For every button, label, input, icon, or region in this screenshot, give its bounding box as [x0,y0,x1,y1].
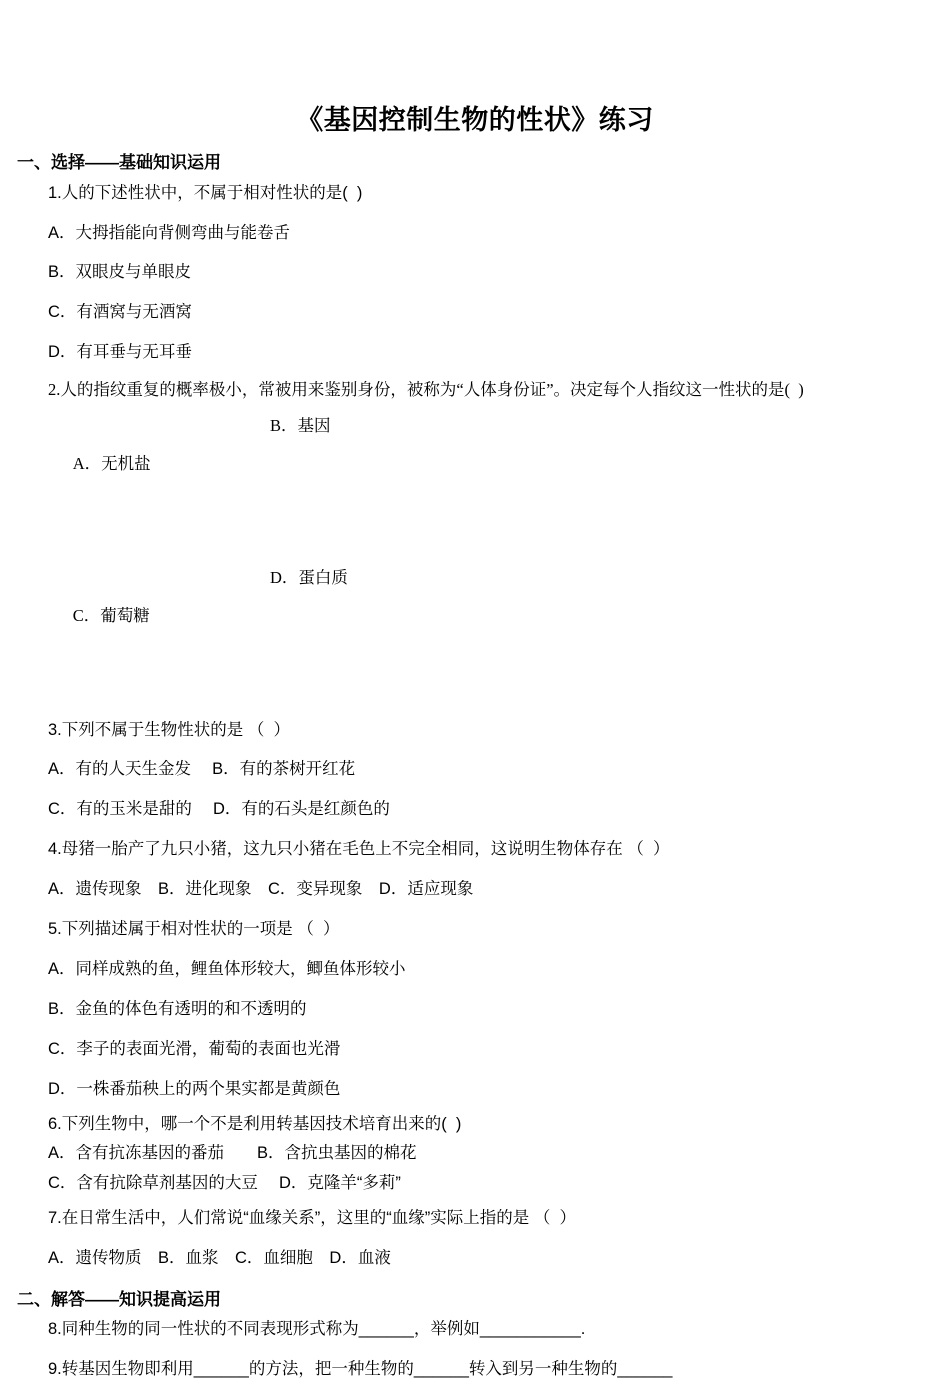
question-5-stem: 5.下列描述属于相对性状的一项是 （ ） [48,920,340,939]
question-2-option-c[interactable]: C．葡萄糖 [72,605,150,625]
question-5-option-a[interactable]: A．同样成熟的鱼，鲤鱼体形较大，鲫鱼体形较小 [48,960,406,979]
page-title: 《基因控制生物的性状》练习 [296,105,654,135]
question-8-stem[interactable]: 8.同种生物的同一性状的不同表现形式称为______，举例如___________. [48,1319,586,1338]
question-2-option-d[interactable]: D．蛋白质 [270,567,348,587]
question-4-stem: 4.母猪一胎产了九只小猪，这九只小猪在毛色上不完全相同，这说明生物体存在 （ ） [48,840,670,859]
title-spacer [0,136,950,152]
question-7-options-row-1[interactable]: A．遗传物质 B．血浆 C．血细胞 D．血液 [48,1248,391,1267]
question-1-stem: 1.人的下述性状中，不属于相对性状的是( ) [48,183,363,202]
question-6-options-row-1[interactable]: A．含有抗冻基因的番茄 B．含抗虫基因的棉花 [48,1144,417,1163]
question-2-option-b[interactable]: B．基因 [270,416,331,436]
question-5-option-d[interactable]: D．一株番茄秧上的两个果实都是黄颜色 [48,1079,341,1098]
question-9-stem[interactable]: 9.转基因生物即利用______的方法，把一种生物的______转入到另一种生物的______ [48,1359,673,1378]
question-1-option-b[interactable]: B．双眼皮与单眼皮 [48,263,192,282]
question-6-stem: 6.下列生物中，哪一个不是利用转基因技术培育出来的( ) [48,1114,462,1133]
question-2-option-a[interactable]: A．无机盐 [72,454,151,473]
question-2-options-row-1 [48,407,950,559]
question-5-option-b[interactable]: B．金鱼的体色有透明的和不透明的 [48,1000,307,1019]
question-2-options-row-2 [48,559,950,711]
question-3-options-row-1[interactable]: A．有的人天生金发 B．有的茶树开红花 [48,760,356,779]
question-5-option-c[interactable]: C．李子的表面光滑，葡萄的表面也光滑 [48,1039,341,1058]
question-2-stem: 2.人的指纹重复的概率极小，常被用来鉴别身份，被称为“人体身份证”。决定每个人指纹这一性状的是( ) [48,380,804,400]
question-7-stem: 7.在日常生活中，人们常说“血缘关系”，这里的“血缘”实际上指的是 （ ） [48,1208,576,1227]
question-1-option-d[interactable]: D．有耳垂与无耳垂 [48,343,192,362]
question-6-options-row-2[interactable]: C．含有抗除草剂基因的大豆 D．克隆羊“多莉” [48,1174,401,1193]
question-3-options-row-2[interactable]: C．有的玉米是甜的 D．有的石头是红颜色的 [48,800,390,819]
section-heading-choice: 一、选择——基础知识运用 [17,153,221,173]
section-spacer [0,1279,950,1289]
question-1-option-c[interactable]: C．有酒窝与无酒窝 [48,303,192,322]
question-4-options-row-1[interactable]: A．遗传现象 B．进化现象 C．变异现象 D．适应现象 [48,880,474,899]
question-1-option-a[interactable]: A．大拇指能向背侧弯曲与能卷舌 [48,223,291,242]
question-3-stem: 3.下列不属于生物性状的是 （ ） [48,720,291,739]
section-heading-answer: 二、解答——知识提高运用 [17,1289,221,1309]
